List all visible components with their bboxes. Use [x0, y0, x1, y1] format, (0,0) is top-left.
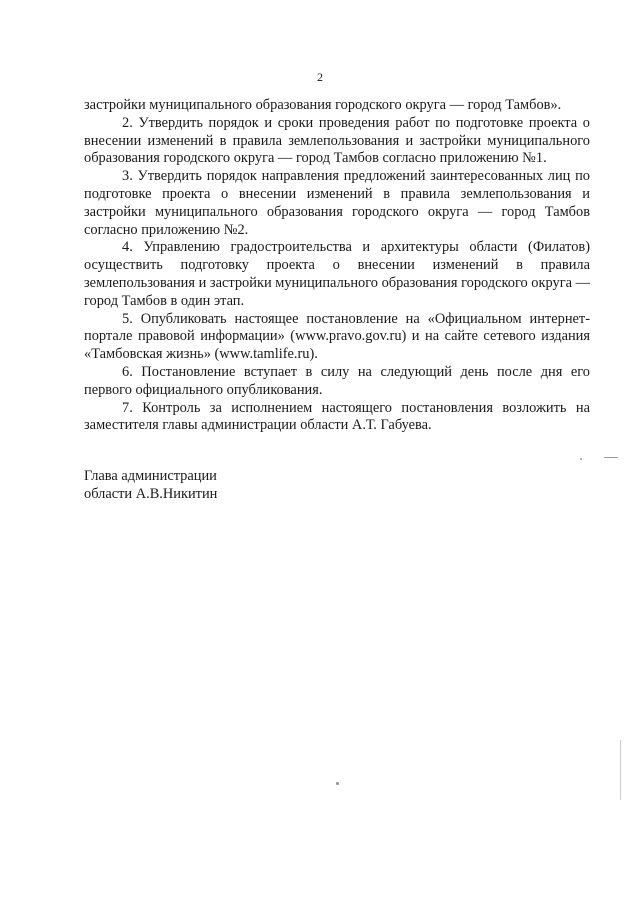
signature-title: Глава администрации [84, 468, 217, 484]
paragraph-item-7: 7. Контроль за исполнением настоящего постановления возложить на заместителя главы администрации области А.Т. Габуева. [84, 399, 590, 434]
paragraph-continuation: застройки муниципального образования городского округа — город Тамбов». [84, 97, 562, 113]
paragraph-item-6: 6. Постановление вступает в силу на следующий день после дня его первого официального опубликования. [84, 363, 590, 398]
document-body [84, 97, 590, 435]
scan-speck [604, 457, 618, 458]
page-number: 2 [317, 70, 323, 84]
paragraph-item-4: 4. Управлению градостроительства и архитектуры области (Филатов) осуществить подготовку проекта о внесении изменений в правила землепользования и застройки муниципального образования городского округа — город Тамбов в один этап. [84, 239, 590, 309]
scan-speck [620, 740, 621, 800]
scan-speck [336, 782, 339, 785]
signature-block [84, 468, 217, 504]
paragraph-item-3: 3. Утвердить порядок направления предложений заинтересованных лиц по подготовке проекта о внесении изменений в правила землепользования и застройки муниципального образования городского округа — город Тамбов согласно приложению №2. [84, 168, 590, 238]
signature-name: области А.В.Никитин [84, 485, 218, 502]
paragraph-item-5: 5. Опубликовать настоящее постановление на «Официальном интернет-портале правовой информации» (www.pravo.gov.ru) и на сайте сетевого издания «Тамбовская жизнь» (www.tamlife.ru). [84, 310, 590, 363]
paragraph-item-2: 2. Утвердить порядок и сроки проведения работ по подготовке проекта о внесении изменений в правила землепользования и застройки муниципального образования городского округа — город Тамбов согласно приложению №1. [84, 114, 590, 167]
scan-speck [580, 458, 582, 460]
